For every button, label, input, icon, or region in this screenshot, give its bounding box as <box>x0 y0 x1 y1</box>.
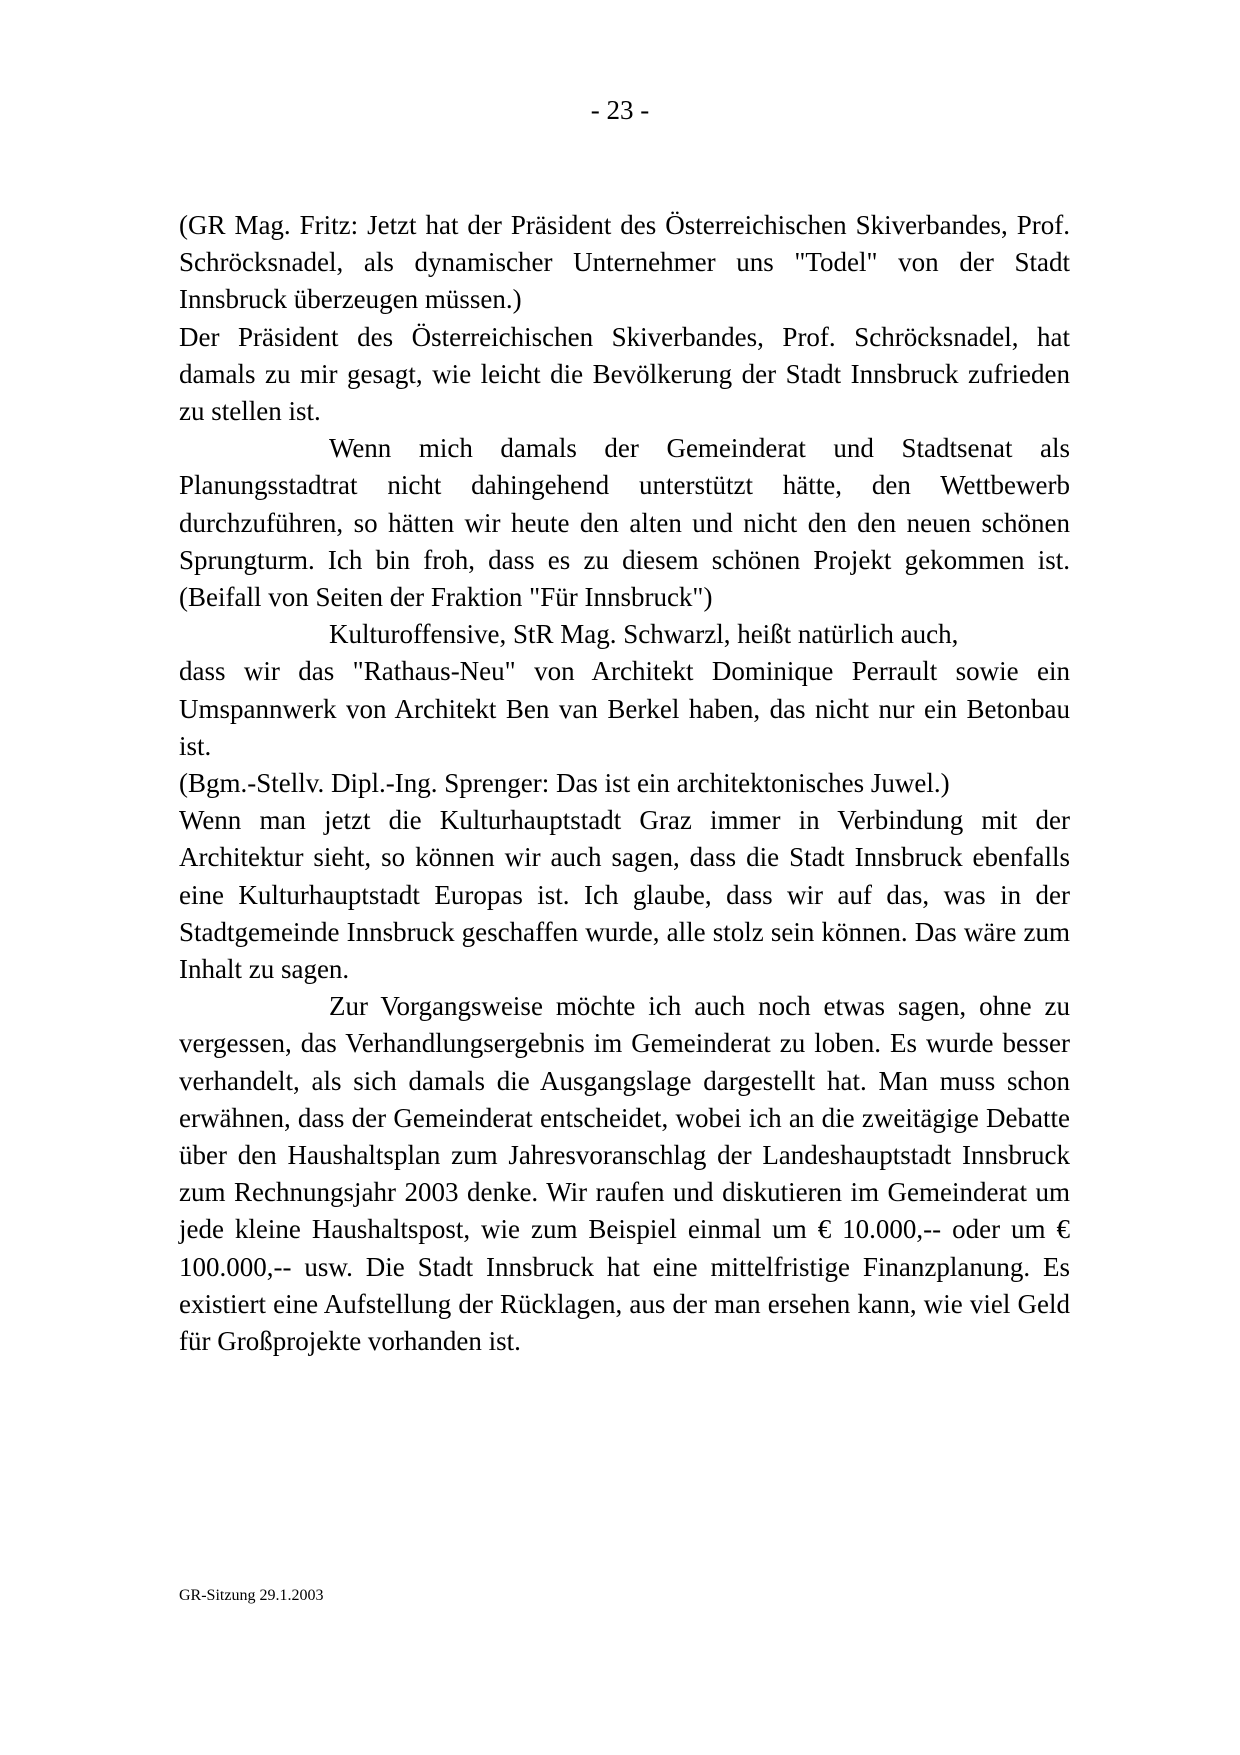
paragraph-sprungturm: Wenn mich damals der Gemeinderat und Stadtsenat als Planungsstadtrat nicht dahingehend unterstützt hätte, den Wettbewerb durchzuführen, so hätten wir heute den alten und nicht den den neuen schönen Sprungturm. Ich bin froh, dass es zu diesem schönen Projekt gekommen ist. (Beifall von Seiten der Fraktion "Für Innsbruck") <box>179 433 1070 613</box>
interjection-fritz: (GR Mag. Fritz: Jetzt hat der Präsident des Österreichischen Skiverbandes, Prof. Schröcksnadel, als dynamischer Unternehmer uns "Todel" von der Stadt Innsbruck überzeugen müssen.) <box>179 210 1070 315</box>
page-number: - 23 - <box>590 95 650 125</box>
interjection-sprenger: (Bgm.-Stellv. Dipl.-Ing. Sprenger: Das ist ein architektonisches Juwel.) <box>179 768 950 799</box>
paragraph-vorgangsweise: Zur Vorgangsweise möchte ich auch noch etwas sagen, ohne zu vergessen, das Verhandlungsergebnis im Gemeinderat zu loben. Es wurde besser verhandelt, als sich damals die Ausgangslage dargestellt hat. Man muss schon erwähnen, dass der Gemeinderat entscheidet, wobei ich an die zweitägige Debatte über den Haushaltsplan zum Jahresvoranschlag der Landeshauptstadt Innsbruck zum Rechnungsjahr 2003 denke. Wir raufen und diskutieren im Gemeinderat um jede kleine Haushaltspost, wie zum Beispiel einmal um € 10.000,-- oder um € 100.000,-- usw. Die Stadt Innsbruck hat eine mittelfristige Finanzplanung. Es existiert eine Aufstellung der Rücklagen, aus der man ersehen kann, wie viel Geld für Großprojekte vorhanden ist. <box>179 991 1070 1357</box>
paragraph-rathaus: dass wir das "Rathaus-Neu" von Architekt Dominique Perrault sowie ein Umspannwerk von Architekt Ben van Berkel haben, das nicht nur ein Betonbau ist. <box>179 656 1070 761</box>
paragraph-kulturhauptstadt: Wenn man jetzt die Kulturhauptstadt Graz immer in Verbindung mit der Architektur sieht, so können wir auch sagen, dass die Stadt Innsbruck ebenfalls eine Kulturhauptstadt Europas ist. Ich glaube, dass wir auf das, was in der Stadtgemeinde Innsbruck geschaffen wurde, alle stolz sein können. Das wäre zum Inhalt zu sagen. <box>179 805 1070 985</box>
paragraph-kulturoffensive-lead: Kulturoffensive, StR Mag. Schwarzl, heißt natürlich auch, <box>329 619 959 650</box>
paragraph-skiverband: Der Präsident des Österreichischen Skiverbandes, Prof. Schröcksnadel, hat damals zu mir gesagt, wie leicht die Bevölkerung der Stadt Innsbruck zufrieden zu stellen ist. <box>179 321 1070 427</box>
document-body <box>179 207 1070 1360</box>
footer-session-date: GR-Sitzung 29.1.2003 <box>179 1587 324 1604</box>
